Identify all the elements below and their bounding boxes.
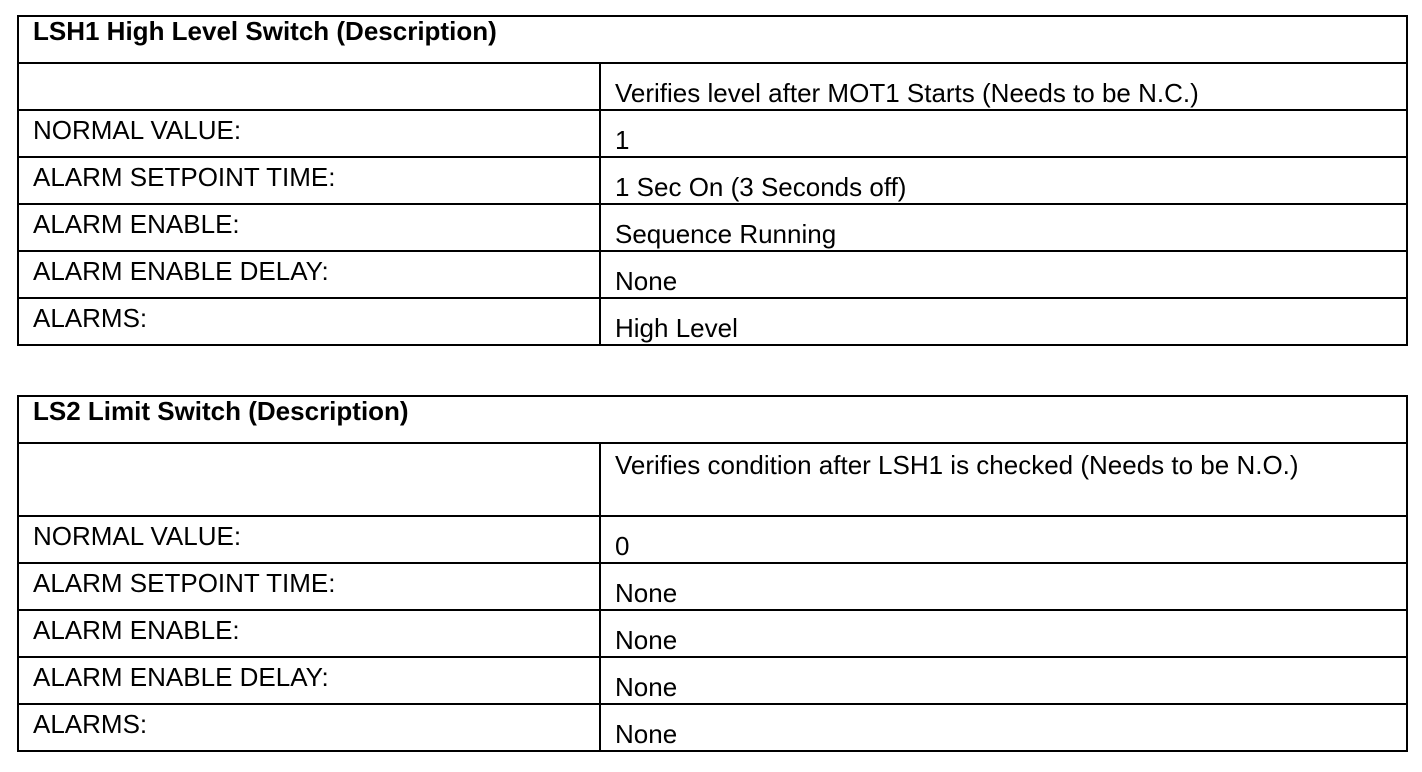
row-value: None xyxy=(600,610,1407,657)
row-label: ALARMS: xyxy=(18,298,600,345)
table-row xyxy=(18,516,1407,563)
ls2-spec-table xyxy=(17,395,1408,752)
description-cell: Verifies level after MOT1 Starts (Needs to be N.C.) xyxy=(600,63,1407,110)
table-title: LS2 Limit Switch (Description) xyxy=(18,396,1407,443)
row-label: ALARM ENABLE: xyxy=(18,610,600,657)
row-value: None xyxy=(600,657,1407,704)
row-value: None xyxy=(600,704,1407,751)
row-value: High Level xyxy=(600,298,1407,345)
table-row xyxy=(18,204,1407,251)
table-row xyxy=(18,251,1407,298)
table-row xyxy=(18,657,1407,704)
lsh1-spec-table xyxy=(17,15,1408,346)
row-value: None xyxy=(600,251,1407,298)
row-value: 1 xyxy=(600,110,1407,157)
row-value: Sequence Running xyxy=(600,204,1407,251)
table-row xyxy=(18,563,1407,610)
row-value: None xyxy=(600,563,1407,610)
row-label: ALARM SETPOINT TIME: xyxy=(18,157,600,204)
table-title: LSH1 High Level Switch (Description) xyxy=(18,16,1407,63)
description-cell: Verifies condition after LSH1 is checked (Needs to be N.O.) xyxy=(600,443,1407,516)
row-value: 0 xyxy=(600,516,1407,563)
row-label: ALARM ENABLE: xyxy=(18,204,600,251)
row-value: 1 Sec On (3 Seconds off) xyxy=(600,157,1407,204)
row-label: NORMAL VALUE: xyxy=(18,516,600,563)
row-label: ALARM SETPOINT TIME: xyxy=(18,563,600,610)
empty-label-cell xyxy=(18,443,600,516)
row-label: ALARMS: xyxy=(18,704,600,751)
row-label: ALARM ENABLE DELAY: xyxy=(18,251,600,298)
row-label: NORMAL VALUE: xyxy=(18,110,600,157)
table-row xyxy=(18,610,1407,657)
table-row xyxy=(18,704,1407,751)
table-row xyxy=(18,298,1407,345)
table-row xyxy=(18,110,1407,157)
empty-label-cell xyxy=(18,63,600,110)
table-row xyxy=(18,157,1407,204)
row-label: ALARM ENABLE DELAY: xyxy=(18,657,600,704)
